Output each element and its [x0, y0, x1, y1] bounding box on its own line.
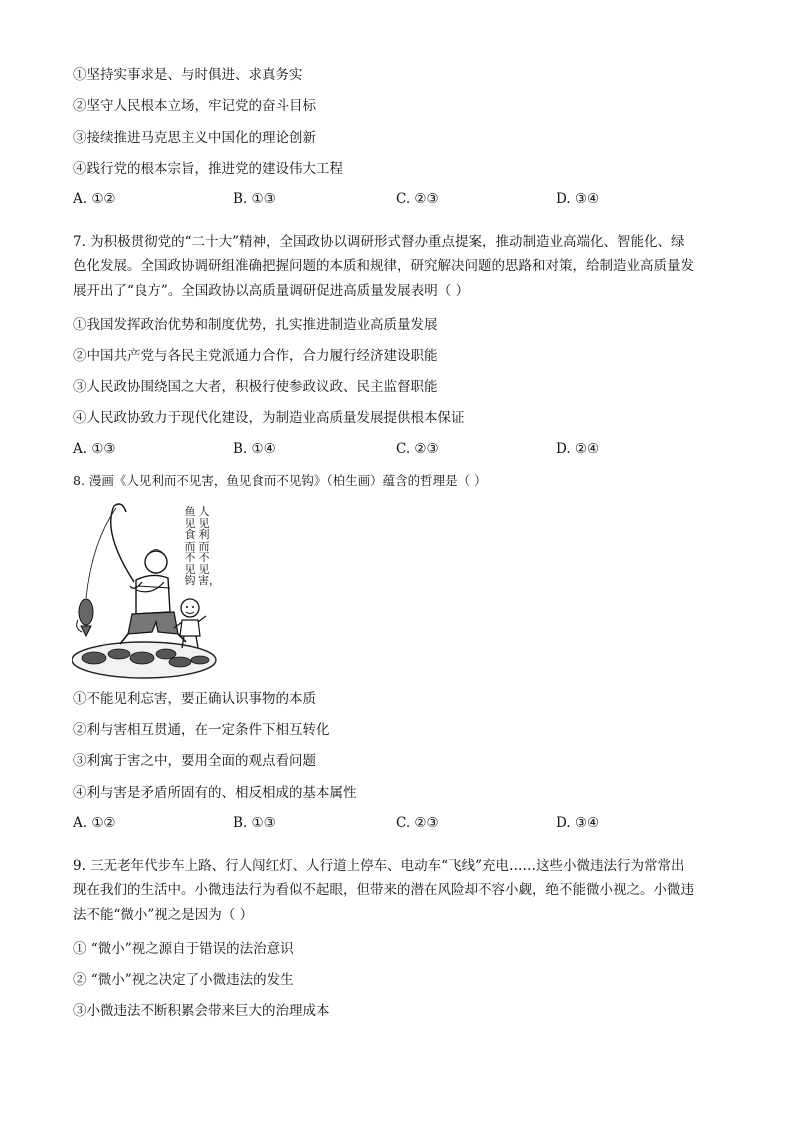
q7-option-4: ④人民政协致力于现代化建设，为制造业高质量发展提供根本保证	[73, 410, 465, 426]
q8-option-4: ④利与害是矛盾所固有的、相反相成的基本属性	[73, 785, 357, 801]
q7-option-1: ①我国发挥政治优势和制度优势，扎实推进制造业高质量发展	[73, 317, 438, 333]
q6-option-4: ④践行党的根本宗旨，推进党的建设伟大工程	[73, 161, 343, 177]
q6-option-3: ③接续推进马克思主义中国化的理论创新	[73, 130, 316, 146]
q6-option-2: ②坚守人民根本立场，牢记党的奋斗目标	[73, 98, 316, 114]
q9-stem-line-3: 法不能“微小”视之是因为（ ）	[73, 907, 254, 923]
q7-option-2: ②中国共产党与各民主党派通力合作，合力履行经济建设职能	[73, 348, 438, 364]
q8-choice-d: D. ③④	[556, 815, 600, 831]
q6-choice-b: B. ①③	[233, 191, 276, 207]
q6-choice-c: C. ②③	[396, 191, 439, 207]
q7-choice-c: C. ②③	[396, 441, 439, 457]
q7-choices	[73, 441, 733, 459]
q9-option-2: ② “微小”视之决定了小微违法的发生	[73, 972, 294, 988]
q6-choice-a: A. ①②	[73, 191, 116, 207]
q9-stem-line-1: 9. 三无老年代步车上路、行人闯红灯、人行道上停车、电动车“飞线”充电……这些小微违法行为常常出	[73, 858, 685, 874]
q7-option-3: ③人民政协围绕国之大者，积极行使参政议政、民主监督职能	[73, 379, 438, 395]
q7-stem-line-2: 色化发展。全国政协调研组准确把握问题的本质和规律，研究解决问题的思路和对策，给制造业高质量发	[73, 258, 694, 274]
q8-option-1: ①不能见利忘害，要正确认识事物的本质	[73, 691, 316, 707]
q6-choices	[73, 191, 733, 209]
q8-choices	[73, 815, 733, 833]
q7-choice-a: A. ①③	[73, 441, 116, 457]
q8-option-3: ③利寓于害之中，要用全面的观点看问题	[73, 753, 316, 769]
q8-stem: 8. 漫画《人见利而不见害，鱼见食而不见钩》（柏生画）蕴含的哲理是（ ）	[73, 473, 487, 488]
q9-option-1: ① “微小”视之源自于错误的法治意识	[73, 941, 294, 957]
q7-stem-line-1: 7. 为积极贯彻党的“二十大”精神，全国政协以调研形式督办重点提案，推动制造业高端化、智能化、绿	[73, 234, 685, 250]
q7-choice-b: B. ①④	[233, 441, 276, 457]
q7-choice-d: D. ②④	[556, 441, 600, 457]
q6-choice-d: D. ③④	[556, 191, 600, 207]
q8-option-2: ②利与害相互贯通，在一定条件下相互转化	[73, 722, 330, 738]
q8-choice-b: B. ①③	[233, 815, 276, 831]
q8-choice-c: C. ②③	[396, 815, 439, 831]
cartoon-caption-right: 人见利而不见害，	[198, 505, 220, 587]
q7-stem-line-3: 展开出了“良方”。全国政协以高质量调研促进高质量发展表明（ ）	[73, 283, 470, 299]
q8-choice-a: A. ①②	[73, 815, 116, 831]
q9-stem-line-2: 现在我们的生活中。小微违法行为看似不起眼，但带来的潜在风险却不容小觑，绝不能微小视之。小微违	[73, 882, 694, 898]
q8-cartoon	[72, 502, 222, 682]
q6-option-1: ①坚持实事求是、与时俱进、求真务实	[73, 67, 303, 83]
q9-option-3: ③小微违法不断积累会带来巨大的治理成本	[73, 1003, 330, 1019]
cartoon-caption-left: 鱼见食而不见钩	[184, 505, 196, 587]
